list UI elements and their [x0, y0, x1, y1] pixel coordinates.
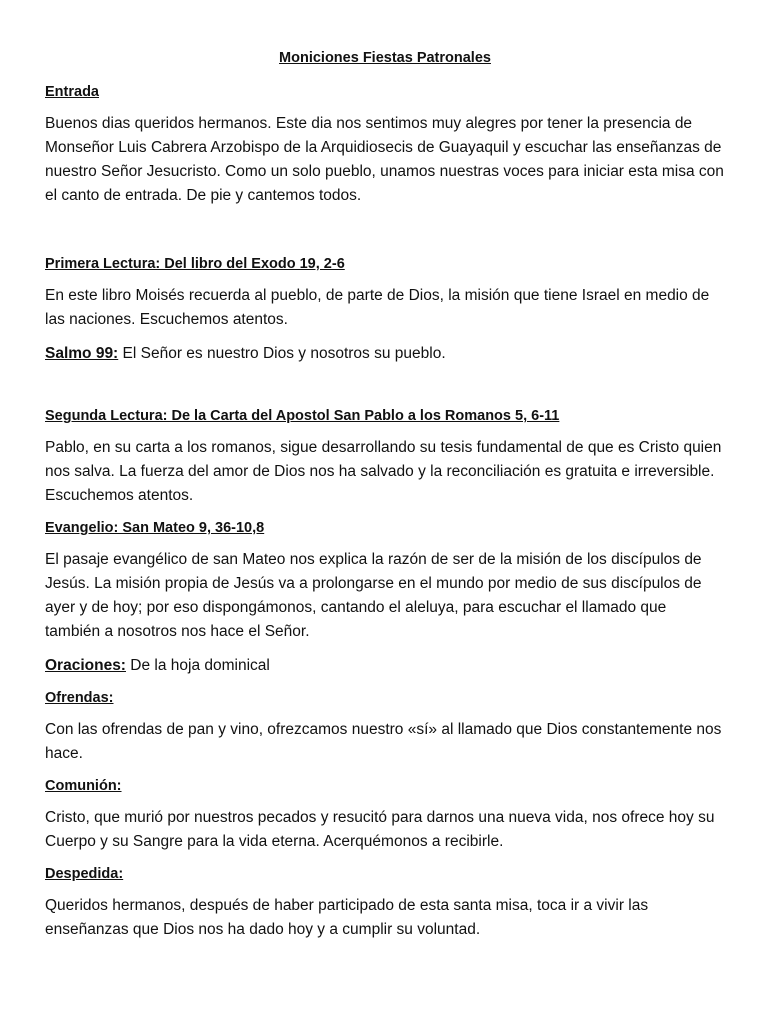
- section-heading-primera-lectura: Primera Lectura: Del libro del Exodo 19, 2-6: [45, 256, 345, 272]
- section-text-evangelio: El pasaje evangélico de san Mateo nos explica la razón de ser de la misión de los discípulos de Jesús. La misión propia de Jesús va a prolongarse en el mundo por medio de sus discípulos de ayer y de hoy; por eso dispongámonos, cantando el aleluya, para escuchar el llamado que también a nosotros nos hace el Señor.: [45, 551, 702, 640]
- section-text-primera-lectura: En este libro Moisés recuerda al pueblo, de parte de Dios, la misión que tiene Israel en medio de las naciones. Escuchemos atentos.: [45, 287, 710, 328]
- section-text-ofrendas: Con las ofrendas de pan y vino, ofrezcamos nuestro «sí» al llamado que Dios constantemente nos hace.: [45, 721, 722, 762]
- section-text-segunda-lectura: Pablo, en su carta a los romanos, sigue desarrollando su tesis fundamental de que es Cristo quien nos salva. La fuerza del amor de Dios nos ha salvado y la reconciliación es gratuita e irreversible. Escuchemos atentos.: [45, 439, 722, 504]
- section-heading-evangelio: Evangelio: San Mateo 9, 36-10,8: [45, 520, 265, 536]
- section-heading-segunda-lectura: Segunda Lectura: De la Carta del Apostol San Pablo a los Romanos 5, 6-11: [45, 408, 560, 424]
- section-text-despedida: Queridos hermanos, después de haber participado de esta santa misa, toca ir a vivir las enseñanzas que Dios nos ha dado hoy y a cumplir su voluntad.: [45, 897, 649, 938]
- document-page: [45, 48, 725, 952]
- salmo-text: El Señor es nuestro Dios y nosotros su pueblo.: [118, 345, 446, 362]
- oraciones-text: De la hoja dominical: [125, 657, 270, 674]
- section-heading-ofrendas: Ofrendas:: [45, 690, 114, 706]
- oraciones-line: [45, 654, 725, 678]
- document-title: Moniciones Fiestas Patronales: [279, 50, 491, 66]
- salmo-label: Salmo 99:: [45, 345, 119, 362]
- section-heading-comunion: Comunión:: [45, 778, 122, 794]
- section-heading-entrada: Entrada: [45, 84, 99, 100]
- spacer: [45, 218, 725, 254]
- section-heading-despedida: Despedida:: [45, 866, 124, 882]
- section-text-entrada: Buenos dias queridos hermanos. Este dia nos sentimos muy alegres por tener la presencia de Monseñor Luis Cabrera Arzobispo de la Arquidiosecis de Guayaquil y escuchar las enseñanzas de nuestro Señor Jesucristo. Como un solo pueblo, unamos nuestras voces para iniciar esta misa con el canto de entrada. De pie y cantemos todos.: [45, 115, 724, 204]
- section-text-comunion: Cristo, que murió por nuestros pecados y resucitó para darnos una nueva vida, nos ofrece hoy su Cuerpo y su Sangre para la vida eterna. Acerquémonos a recibirle.: [45, 809, 715, 850]
- spacer: [45, 376, 725, 406]
- oraciones-label: Oraciones:: [45, 657, 126, 674]
- salmo-line: [45, 342, 725, 366]
